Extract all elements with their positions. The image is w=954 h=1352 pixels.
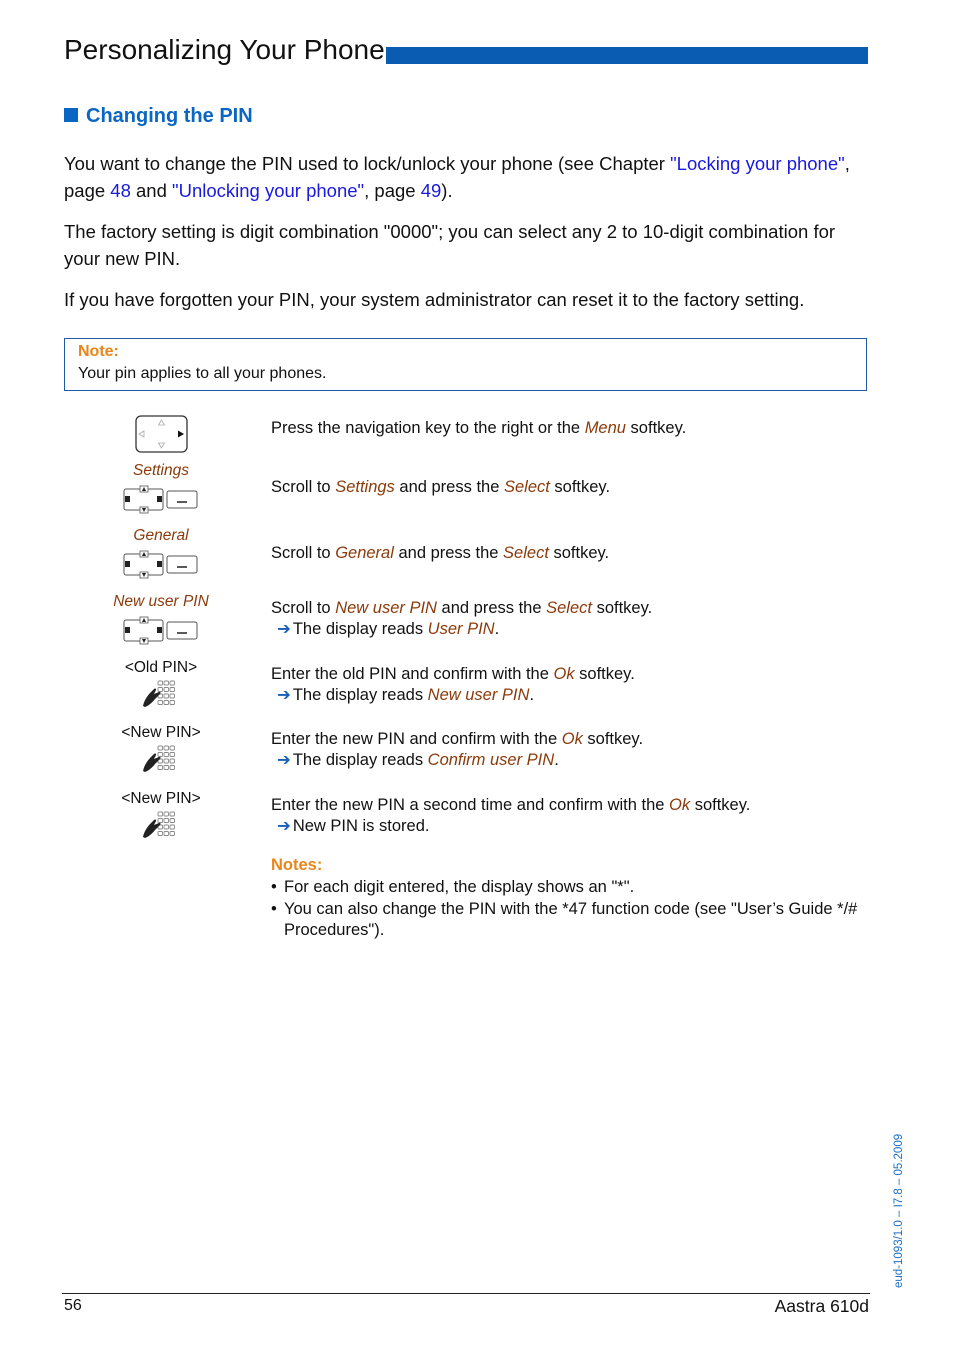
notes-item: [271, 899, 861, 941]
result-text: .: [494, 620, 500, 638]
chapter-title: Personalizing Your Phone: [64, 34, 385, 65]
general-term: General: [335, 544, 394, 562]
select-term: Select: [546, 599, 592, 617]
note-title: Note:: [78, 343, 119, 360]
menu-term: Menu: [584, 419, 626, 437]
result-text: The display reads: [292, 620, 428, 638]
intro-text: , page: [364, 180, 421, 201]
step-text: Enter the new PIN and confirm with the: [271, 730, 562, 748]
locking-phone-link[interactable]: "Locking your phone": [670, 153, 845, 174]
step-text: softkey.: [690, 796, 751, 814]
footer-divider: [62, 1293, 870, 1294]
step-text: and press the: [393, 544, 504, 562]
step-text: Enter the new PIN a second time and confirm with the: [271, 796, 670, 814]
ok-term: Ok: [669, 796, 691, 814]
page-49-link[interactable]: 49: [420, 180, 442, 201]
keypad-input-icon: [141, 680, 177, 708]
intro-text: You want to change the PIN used to lock/unlock your phone (see Chapter: [64, 153, 671, 174]
step-7-text: [271, 795, 750, 837]
step-text: and press the: [394, 478, 504, 496]
select-term: Select: [503, 544, 549, 562]
step-4-label: New user PIN: [113, 593, 209, 610]
intro-paragraph-3: If you have forgotten your PIN, your system administrator can reset it to the factory setting.: [64, 289, 805, 310]
step-text: softkey.: [625, 419, 687, 437]
step-6-label: <New PIN>: [121, 724, 201, 741]
step-text: softkey.: [582, 730, 644, 748]
step-text: Scroll to: [271, 478, 336, 496]
step-7-label: <New PIN>: [121, 790, 201, 807]
step-text: Scroll to: [271, 544, 336, 562]
result-text: .: [554, 751, 559, 769]
result-text: The display reads: [292, 751, 428, 769]
note-text: Your pin applies to all your phones.: [78, 365, 327, 382]
step-3-text: [271, 543, 609, 564]
result-arrow-icon: ➔: [277, 751, 291, 769]
notes-item-text: For each digit entered, the display shows an "*".: [284, 878, 635, 896]
section-title: Changing the PIN: [86, 105, 253, 127]
document-id: eud-1093/1.0 – I7.8 – 05.2009: [893, 1133, 905, 1288]
intro-paragraph-2: The factory setting is digit combination "0000"; you can select any 2 to 10-digit combination for your new PIN.: [64, 221, 836, 269]
result-arrow-icon: ➔: [277, 620, 291, 638]
step-text: Enter the old PIN and confirm with the: [271, 665, 554, 683]
navigation-and-softkey-icon: [123, 616, 199, 645]
intro-text: , page: [64, 153, 850, 201]
step-5-label: <Old PIN>: [124, 659, 198, 676]
step-2-text: [271, 477, 610, 498]
intro-text: ).: [441, 180, 453, 201]
user-pin-term: User PIN: [427, 620, 495, 638]
navigation-and-softkey-icon: [123, 485, 199, 514]
select-term: Select: [503, 478, 550, 496]
step-text: softkey.: [548, 544, 610, 562]
step-text: softkey.: [574, 665, 635, 683]
step-4-text: [271, 598, 652, 640]
step-text: softkey.: [549, 478, 611, 496]
page-48-link[interactable]: 48: [110, 180, 131, 201]
intro-text: and: [130, 180, 173, 201]
settings-term: Settings: [335, 478, 395, 496]
step-5-text: [271, 664, 635, 706]
ok-term: Ok: [561, 730, 583, 748]
notes-title: Notes:: [271, 856, 323, 874]
result-arrow-icon: ➔: [277, 686, 291, 704]
step-text: and press the: [436, 599, 547, 617]
step-2-label: Settings: [132, 462, 189, 479]
step-1-text: [271, 418, 686, 439]
new-user-pin-term: New user PIN: [427, 686, 530, 704]
keypad-input-icon: [141, 745, 177, 773]
page-number: 56: [64, 1297, 82, 1314]
unlocking-phone-link[interactable]: "Unlocking your phone": [172, 180, 365, 201]
confirm-user-pin-term: Confirm user PIN: [427, 751, 555, 769]
section-heading: [64, 105, 253, 128]
chapter-title-bar: [386, 47, 868, 64]
step-6-text: [271, 729, 643, 771]
step-text: softkey.: [591, 599, 653, 617]
step-text: Scroll to: [271, 599, 336, 617]
result-text: New PIN is stored.: [292, 817, 430, 835]
step-3-label: General: [133, 527, 189, 544]
keypad-input-icon: [141, 811, 177, 839]
ok-term: Ok: [553, 665, 575, 683]
notes-item-text: You can also change the PIN with the *47 function code (see "User’s Guide */# Procedures").: [284, 900, 858, 939]
intro-paragraph-1: [64, 150, 874, 204]
notes-item: [271, 877, 861, 898]
navigation-key-icon: [135, 415, 188, 453]
result-text: The display reads: [292, 686, 428, 704]
result-text: .: [529, 686, 535, 704]
bullet-icon: •: [271, 900, 277, 918]
new-user-pin-term: New user PIN: [335, 599, 437, 617]
navigation-and-softkey-icon: [123, 550, 199, 579]
section-square-icon: [64, 108, 78, 122]
result-arrow-icon: ➔: [277, 817, 291, 835]
bullet-icon: •: [271, 878, 277, 896]
step-text: Press the navigation key to the right or the: [271, 419, 585, 437]
product-name: Aastra 610d: [774, 1296, 869, 1316]
